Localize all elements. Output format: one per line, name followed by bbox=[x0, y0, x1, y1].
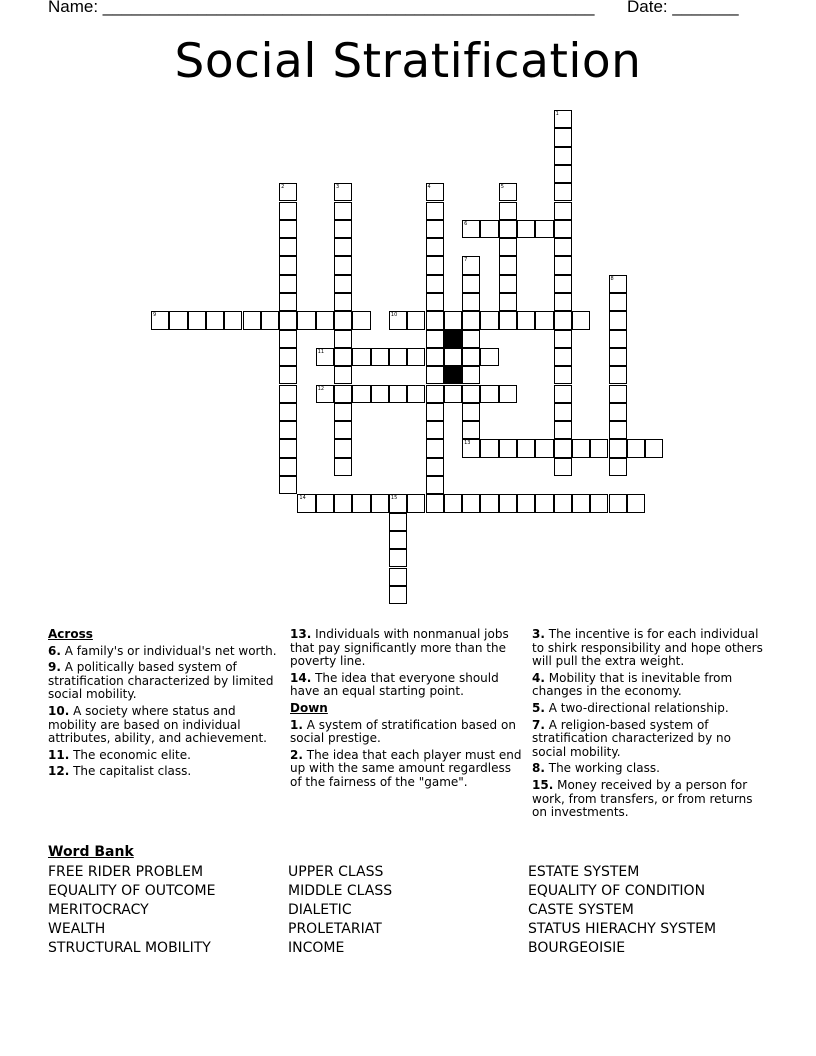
crossword-cell[interactable] bbox=[462, 494, 480, 512]
crossword-cell[interactable] bbox=[480, 311, 498, 329]
crossword-cell[interactable] bbox=[297, 494, 315, 512]
crossword-cell[interactable] bbox=[609, 275, 627, 293]
crossword-cell[interactable] bbox=[590, 494, 608, 512]
crossword-cell[interactable] bbox=[554, 311, 572, 329]
clue-across-6: 6. A family's or individual's net worth. bbox=[48, 643, 277, 658]
crossword-cell[interactable] bbox=[352, 311, 370, 329]
clue-number: 9 bbox=[153, 312, 157, 319]
crossword-cell[interactable] bbox=[426, 348, 444, 366]
crossword-cell[interactable] bbox=[609, 385, 627, 403]
word-bank-item: DIALETIC bbox=[288, 902, 352, 918]
crossword-cell[interactable] bbox=[609, 403, 627, 421]
crossword-cell[interactable] bbox=[334, 439, 352, 457]
crossword-cell[interactable] bbox=[462, 366, 480, 384]
across-heading: Across bbox=[48, 627, 93, 641]
crossword-cell[interactable] bbox=[444, 494, 462, 512]
crossword-cell[interactable] bbox=[499, 275, 517, 293]
clue-number: 3 bbox=[336, 184, 340, 191]
clues-column-1 bbox=[48, 628, 280, 782]
crossword-cell[interactable] bbox=[334, 403, 352, 421]
crossword-cell[interactable] bbox=[462, 311, 480, 329]
crossword-cell[interactable] bbox=[426, 183, 444, 201]
crossword-cell[interactable] bbox=[334, 183, 352, 201]
crossword-cell[interactable] bbox=[279, 476, 297, 494]
crossword-cell[interactable] bbox=[517, 220, 535, 238]
crossword-cell[interactable] bbox=[554, 421, 572, 439]
crossword-cell[interactable] bbox=[316, 494, 334, 512]
crossword-cell[interactable] bbox=[645, 439, 663, 457]
crossword-cell[interactable] bbox=[499, 293, 517, 311]
clues-column-2 bbox=[290, 628, 522, 793]
crossword-cell[interactable] bbox=[279, 403, 297, 421]
word-bank-column-1 bbox=[48, 863, 215, 958]
word-bank-item: EQUALITY OF OUTCOME bbox=[48, 883, 216, 899]
crossword-cell[interactable] bbox=[462, 348, 480, 366]
crossword-cell[interactable] bbox=[334, 202, 352, 220]
crossword-cell[interactable] bbox=[426, 311, 444, 329]
word-bank-title: Word Bank bbox=[48, 844, 134, 860]
crossword-cell[interactable] bbox=[389, 513, 407, 531]
clue-number: 7 bbox=[464, 257, 468, 264]
crossword-cell[interactable] bbox=[188, 311, 206, 329]
word-bank-item: INCOME bbox=[288, 940, 345, 956]
crossword-cell[interactable] bbox=[499, 220, 517, 238]
crossword-cell[interactable] bbox=[535, 494, 553, 512]
blocked-square bbox=[444, 366, 462, 384]
crossword-cell[interactable] bbox=[609, 293, 627, 311]
crossword-cell[interactable] bbox=[572, 439, 590, 457]
name-field-label: Name: ____________________________________________________ bbox=[48, 0, 595, 16]
crossword-cell[interactable] bbox=[371, 348, 389, 366]
crossword-cell[interactable] bbox=[590, 439, 608, 457]
crossword-cell[interactable] bbox=[609, 494, 627, 512]
crossword-cell[interactable] bbox=[627, 494, 645, 512]
crossword-cell[interactable] bbox=[426, 275, 444, 293]
crossword-cell[interactable] bbox=[334, 421, 352, 439]
crossword-cell[interactable] bbox=[462, 439, 480, 457]
clue-down-15: 15. Money received by a person for work, from transfers, or from returns on investments. bbox=[532, 777, 753, 820]
crossword-cell[interactable] bbox=[554, 183, 572, 201]
crossword-cell[interactable] bbox=[444, 348, 462, 366]
clue-across-9: 9. A politically based system of stratification characterized by limited social mobility. bbox=[48, 660, 274, 702]
crossword-cell[interactable] bbox=[462, 403, 480, 421]
crossword-cell[interactable] bbox=[426, 476, 444, 494]
crossword-cell[interactable] bbox=[316, 385, 334, 403]
crossword-cell[interactable] bbox=[554, 458, 572, 476]
word-bank-item: MERITOCRACY bbox=[48, 902, 149, 918]
word-bank-item: MIDDLE CLASS bbox=[288, 883, 393, 899]
clue-number: 13 bbox=[464, 440, 471, 447]
crossword-cell[interactable] bbox=[334, 311, 352, 329]
crossword-cell[interactable] bbox=[499, 494, 517, 512]
word-bank-item: WEALTH bbox=[48, 921, 106, 937]
crossword-cell[interactable] bbox=[444, 385, 462, 403]
crossword-cell[interactable] bbox=[316, 348, 334, 366]
crossword-cell[interactable] bbox=[389, 385, 407, 403]
crossword-cell[interactable] bbox=[279, 293, 297, 311]
crossword-cell[interactable] bbox=[480, 220, 498, 238]
crossword-cell[interactable] bbox=[407, 348, 425, 366]
crossword-cell[interactable] bbox=[224, 311, 242, 329]
clue-number: 12 bbox=[317, 385, 325, 392]
crossword-cell[interactable] bbox=[462, 275, 480, 293]
word-bank-item: UPPER CLASS bbox=[288, 864, 384, 880]
clue-number: 10 bbox=[390, 312, 398, 319]
crossword-cell[interactable] bbox=[316, 311, 334, 329]
crossword-cell[interactable] bbox=[499, 439, 517, 457]
clue-number: 1 bbox=[555, 111, 559, 117]
crossword-cell[interactable] bbox=[426, 421, 444, 439]
crossword-cell[interactable] bbox=[389, 586, 407, 604]
crossword-cell[interactable] bbox=[426, 220, 444, 238]
clue-number: 8 bbox=[610, 275, 614, 282]
crossword-cell[interactable] bbox=[480, 385, 498, 403]
clue-across-12: 12. The capitalist class. bbox=[48, 764, 192, 779]
crossword-cell[interactable] bbox=[535, 220, 553, 238]
crossword-cell[interactable] bbox=[407, 494, 425, 512]
crossword-cell[interactable] bbox=[334, 494, 352, 512]
clue-down-7: 7. A religion-based system of stratification characterized by no social mobility. bbox=[532, 717, 731, 759]
crossword-cell[interactable] bbox=[480, 439, 498, 457]
crossword-cell[interactable] bbox=[279, 238, 297, 256]
crossword-cell[interactable] bbox=[554, 293, 572, 311]
crossword-cell[interactable] bbox=[279, 202, 297, 220]
crossword-cell[interactable] bbox=[334, 238, 352, 256]
crossword-cell[interactable] bbox=[334, 330, 352, 348]
crossword-cell[interactable] bbox=[389, 531, 407, 549]
crossword-cell[interactable] bbox=[279, 385, 297, 403]
clues-column-3 bbox=[532, 628, 768, 823]
crossword-cell[interactable] bbox=[426, 385, 444, 403]
crossword-cell[interactable] bbox=[554, 275, 572, 293]
word-bank-item: BOURGEOISIE bbox=[528, 940, 626, 956]
clue-down-3: 3. The incentive is for each individual to shirk responsibility and hope others will pull the extra weight. bbox=[532, 627, 763, 669]
word-bank-item: EQUALITY OF CONDITION bbox=[528, 883, 706, 899]
crossword-cell[interactable] bbox=[499, 238, 517, 256]
crossword-cell[interactable] bbox=[426, 366, 444, 384]
down-heading: Down bbox=[290, 700, 328, 715]
word-bank-item: STRUCTURAL MOBILITY bbox=[48, 940, 211, 956]
crossword-cell[interactable] bbox=[554, 366, 572, 384]
date-field-label: Date: _______ bbox=[627, 0, 739, 16]
crossword-cell[interactable] bbox=[554, 220, 572, 238]
crossword-cell[interactable] bbox=[499, 311, 517, 329]
crossword-cell[interactable] bbox=[554, 165, 572, 183]
crossword-cell[interactable] bbox=[609, 311, 627, 329]
crossword-cell[interactable] bbox=[426, 330, 444, 348]
crossword-cell[interactable] bbox=[480, 348, 498, 366]
word-bank-item: CASTE SYSTEM bbox=[528, 902, 634, 918]
crossword-cell[interactable] bbox=[609, 330, 627, 348]
crossword-cell[interactable] bbox=[279, 366, 297, 384]
crossword-cell[interactable] bbox=[334, 348, 352, 366]
crossword-cell[interactable] bbox=[554, 385, 572, 403]
crossword-cell[interactable] bbox=[499, 183, 517, 201]
crossword-cell[interactable] bbox=[352, 348, 370, 366]
clue-across-11: 11. The economic elite. bbox=[48, 747, 191, 762]
crossword-cell[interactable] bbox=[334, 458, 352, 476]
crossword-cell[interactable] bbox=[279, 421, 297, 439]
crossword-cell[interactable] bbox=[609, 421, 627, 439]
word-bank-item: FREE RIDER PROBLEM bbox=[48, 864, 204, 880]
crossword-cell[interactable] bbox=[499, 256, 517, 274]
crossword-cell[interactable] bbox=[334, 293, 352, 311]
clue-number: 11 bbox=[317, 348, 325, 355]
crossword-cell[interactable] bbox=[517, 311, 535, 329]
crossword-cell[interactable] bbox=[371, 385, 389, 403]
crossword-cell[interactable] bbox=[261, 311, 279, 329]
crossword-cell[interactable] bbox=[297, 311, 315, 329]
crossword-cell[interactable] bbox=[389, 494, 407, 512]
crossword-cell[interactable] bbox=[554, 403, 572, 421]
crossword-cell[interactable] bbox=[627, 439, 645, 457]
clue-number: 4 bbox=[427, 184, 431, 191]
clue-number: 15 bbox=[390, 495, 398, 502]
crossword-cell[interactable] bbox=[389, 311, 407, 329]
crossword-cell[interactable] bbox=[462, 385, 480, 403]
crossword-cell[interactable] bbox=[352, 385, 370, 403]
crossword-cell[interactable] bbox=[554, 110, 572, 128]
crossword-cell[interactable] bbox=[554, 494, 572, 512]
crossword-cell[interactable] bbox=[334, 275, 352, 293]
crossword-cell[interactable] bbox=[535, 439, 553, 457]
clue-down-2: 2. The idea that each player must end up with the same amount regardless of the fairness of the "game". bbox=[290, 747, 522, 789]
crossword-cell[interactable] bbox=[426, 202, 444, 220]
crossword-cell[interactable] bbox=[444, 311, 462, 329]
crossword-cell[interactable] bbox=[279, 330, 297, 348]
clue-across-13: 13. Individuals with nonmanual jobs that pay significantly more than the poverty line. bbox=[290, 627, 509, 669]
crossword-cell[interactable] bbox=[352, 494, 370, 512]
crossword-cell[interactable] bbox=[206, 311, 224, 329]
clue-number: 5 bbox=[500, 184, 504, 191]
crossword-cell[interactable] bbox=[389, 568, 407, 586]
clue-across-10: 10. A society where status and mobility are based on individual attributes, ability, and achievement. bbox=[48, 703, 267, 746]
word-bank-item: PROLETARIAT bbox=[288, 921, 382, 937]
crossword-cell[interactable] bbox=[279, 183, 297, 201]
clue-across-14: 14. The idea that everyone should have an equal starting point. bbox=[290, 670, 499, 699]
crossword-cell[interactable] bbox=[499, 202, 517, 220]
crossword-cell[interactable] bbox=[426, 293, 444, 311]
crossword-cell[interactable] bbox=[426, 439, 444, 457]
crossword-cell[interactable] bbox=[279, 348, 297, 366]
crossword-cell[interactable] bbox=[517, 494, 535, 512]
crossword-cell[interactable] bbox=[462, 256, 480, 274]
crossword-cell[interactable] bbox=[279, 220, 297, 238]
crossword-cell[interactable] bbox=[517, 439, 535, 457]
crossword-cell[interactable] bbox=[480, 494, 498, 512]
crossword-cell[interactable] bbox=[279, 439, 297, 457]
crossword-cell[interactable] bbox=[371, 494, 389, 512]
crossword-cell[interactable] bbox=[426, 238, 444, 256]
crossword-cell[interactable] bbox=[572, 311, 590, 329]
crossword-cell[interactable] bbox=[334, 366, 352, 384]
crossword-cell[interactable] bbox=[554, 128, 572, 146]
crossword-cell[interactable] bbox=[279, 275, 297, 293]
clue-number: 2 bbox=[281, 184, 285, 191]
crossword-cell[interactable] bbox=[279, 458, 297, 476]
crossword-cell[interactable] bbox=[554, 238, 572, 256]
crossword-cell[interactable] bbox=[609, 366, 627, 384]
crossword-cell[interactable] bbox=[279, 256, 297, 274]
crossword-cell[interactable] bbox=[389, 348, 407, 366]
crossword-cell[interactable] bbox=[407, 385, 425, 403]
crossword-cell[interactable] bbox=[462, 330, 480, 348]
clue-number: 14 bbox=[299, 495, 306, 502]
clue-down-5: 5. A two-directional relationship. bbox=[532, 700, 729, 715]
crossword-cell[interactable] bbox=[609, 348, 627, 366]
crossword-cell[interactable] bbox=[554, 147, 572, 165]
crossword-cell[interactable] bbox=[554, 348, 572, 366]
clue-down-1: 1. A system of stratification based on social prestige. bbox=[290, 717, 516, 746]
word-bank-item: ESTATE SYSTEM bbox=[528, 864, 640, 880]
crossword-cell[interactable] bbox=[426, 494, 444, 512]
crossword-cell[interactable] bbox=[426, 458, 444, 476]
crossword-cell[interactable] bbox=[535, 311, 553, 329]
crossword-cell[interactable] bbox=[279, 311, 297, 329]
crossword-cell[interactable] bbox=[334, 385, 352, 403]
crossword-cell[interactable] bbox=[426, 256, 444, 274]
crossword-cell[interactable] bbox=[151, 311, 169, 329]
clue-down-8: 8. The working class. bbox=[532, 761, 660, 776]
crossword-cell[interactable] bbox=[554, 330, 572, 348]
crossword-cell[interactable] bbox=[462, 220, 480, 238]
crossword-cell[interactable] bbox=[334, 220, 352, 238]
word-bank-item: STATUS HIERACHY SYSTEM bbox=[528, 921, 717, 937]
crossword-cell[interactable] bbox=[572, 494, 590, 512]
word-bank-column-3 bbox=[528, 863, 716, 958]
crossword-cell[interactable] bbox=[389, 549, 407, 567]
crossword-cell[interactable] bbox=[554, 256, 572, 274]
crossword-cell[interactable] bbox=[554, 202, 572, 220]
crossword-cell[interactable] bbox=[334, 256, 352, 274]
crossword-cell[interactable] bbox=[499, 385, 517, 403]
crossword-cell[interactable] bbox=[243, 311, 261, 329]
page-title: Social Stratification bbox=[174, 34, 642, 89]
crossword-cell[interactable] bbox=[462, 421, 480, 439]
crossword-cell[interactable] bbox=[462, 293, 480, 311]
crossword-cell[interactable] bbox=[609, 458, 627, 476]
crossword-cell[interactable] bbox=[407, 311, 425, 329]
blocked-square bbox=[444, 330, 462, 348]
word-bank-column-2 bbox=[288, 863, 392, 958]
clue-number: 6 bbox=[464, 220, 468, 227]
crossword-cell[interactable] bbox=[426, 403, 444, 421]
clue-down-4: 4. Mobility that is inevitable from changes in the economy. bbox=[532, 670, 733, 699]
crossword-cell[interactable] bbox=[169, 311, 187, 329]
crossword-cell[interactable] bbox=[609, 439, 627, 457]
crossword-cell[interactable] bbox=[554, 439, 572, 457]
